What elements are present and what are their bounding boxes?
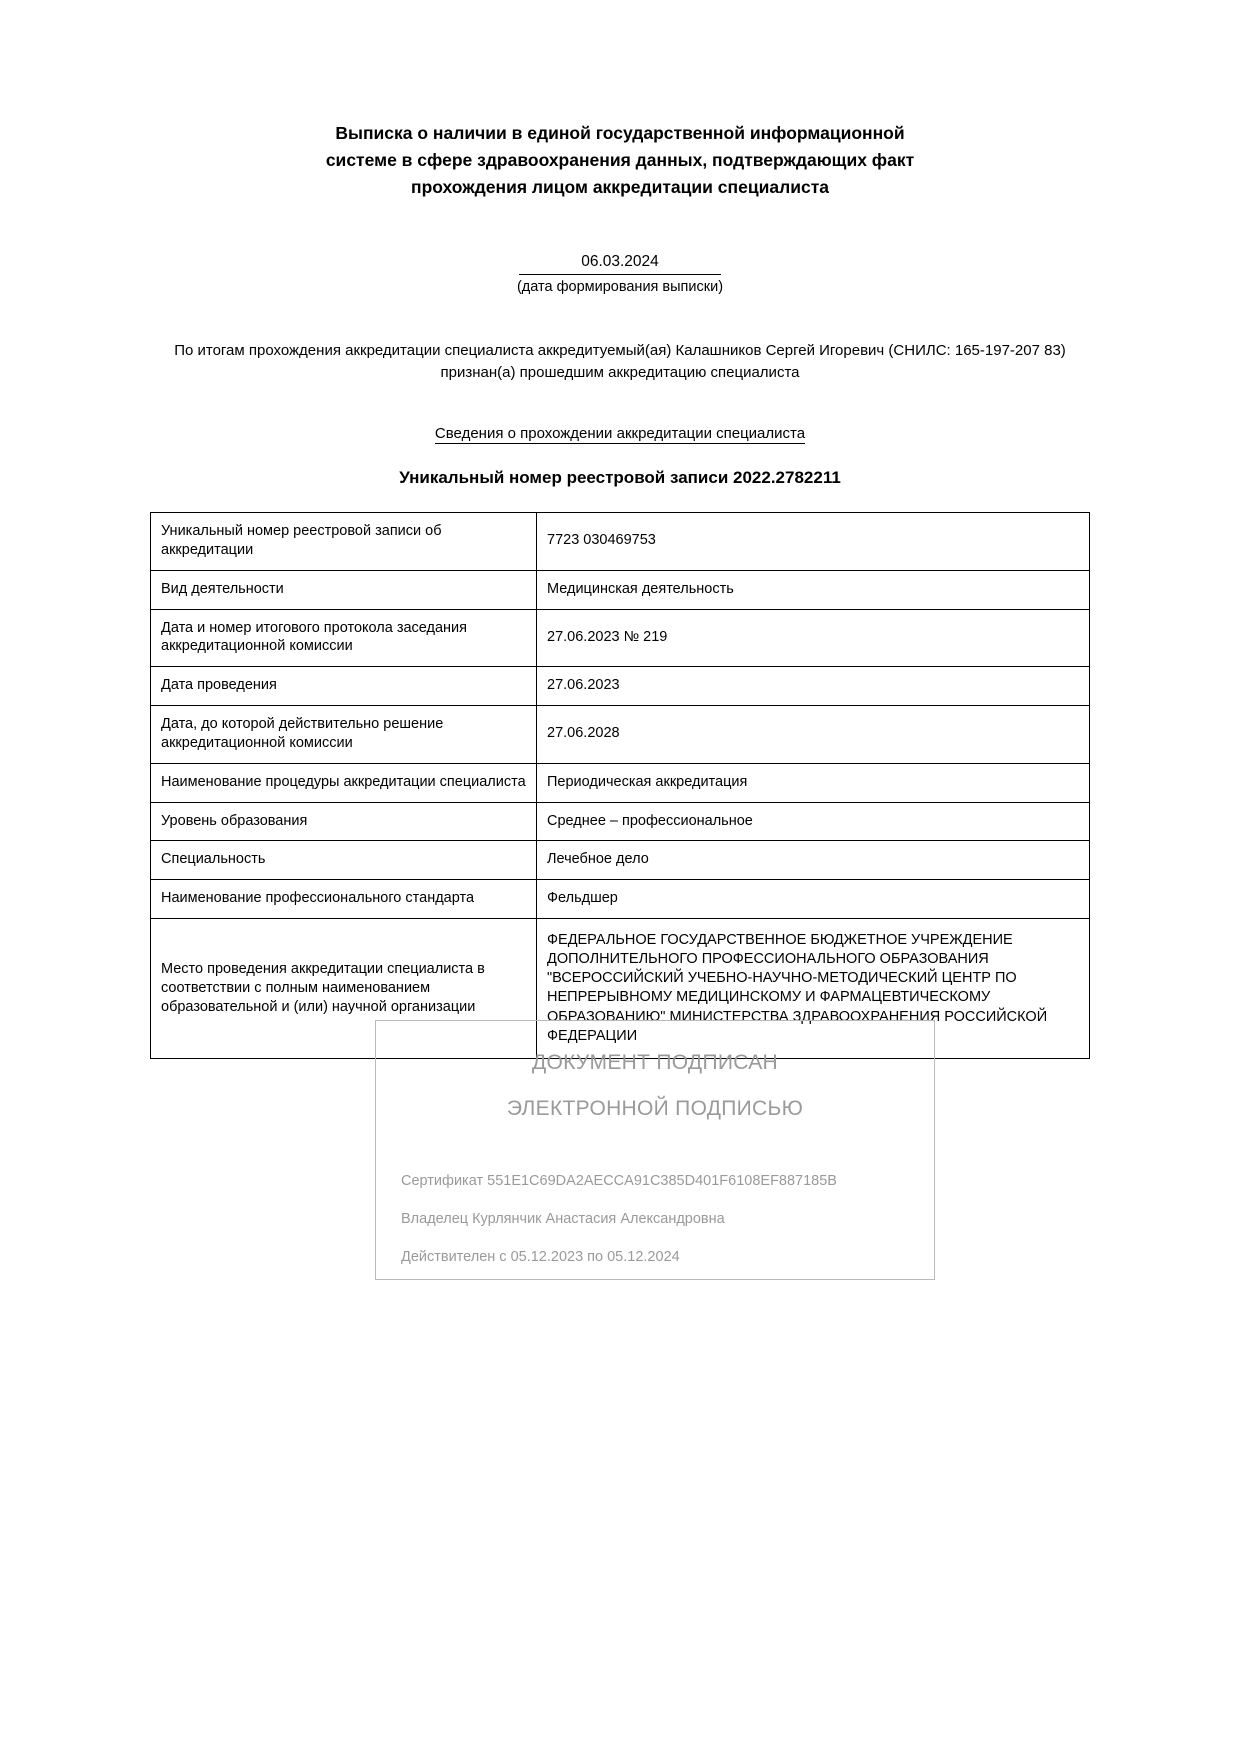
- row-label: Вид деятельности: [151, 570, 537, 609]
- section-heading-text: Сведения о прохождении аккредитации специалиста: [434, 424, 806, 442]
- row-label: Уникальный номер реестровой записи об аккредитации: [151, 512, 537, 570]
- row-value: Среднее – профессиональное: [537, 802, 1090, 841]
- row-value: ФЕДЕРАЛЬНОЕ ГОСУДАРСТВЕННОЕ БЮДЖЕТНОЕ УЧРЕЖДЕНИЕ ДОПОЛНИТЕЛЬНОГО ПРОФЕССИОНАЛЬНОГО ОБРАЗОВАНИЯ "ВСЕРОССИЙСКИЙ УЧЕБНО-НАУЧНО-МЕТОДИЧЕСКИЙ ЦЕНТР ПО НЕПРЕРЫВНОМУ МЕДИЦИНСКОМУ И ФАРМАЦЕВТИЧЕСКОМУ ОБРАЗОВАНИЮ" МИНИСТЕРСТВА ЗДРАВООХРАНЕНИЯ РОССИЙСКОЙ ФЕДЕРАЦИИ: [537, 919, 1090, 1059]
- table-row: [151, 512, 1090, 570]
- accreditation-info-table: [150, 512, 1090, 1059]
- intro-line-2: признан(а) прошедшим аккредитацию специалиста: [440, 364, 800, 382]
- row-label: Место проведения аккредитации специалиста в соответствии с полным наименованием образовательной и (или) научной организации: [151, 919, 537, 1059]
- signature-title-line-2: ЭЛЕКТРОННОЙ ПОДПИСЬЮ: [506, 1097, 804, 1120]
- row-value: 27.06.2023: [537, 667, 1090, 706]
- row-label: Дата проведения: [151, 667, 537, 706]
- row-value: Лечебное дело: [537, 841, 1090, 880]
- row-value: Периодическая аккредитация: [537, 763, 1090, 802]
- intro-line-1: По итогам прохождения аккредитации специалиста аккредитуемый(ая) Калашников Сергей Игоревич (СНИЛС: 165-197-207 83): [174, 341, 1066, 359]
- signature-title-line-1: ДОКУМЕНТ ПОДПИСАН: [531, 1051, 779, 1074]
- row-value: 7723 030469753: [537, 512, 1090, 570]
- table-row: [151, 763, 1090, 802]
- formation-date-value: 06.03.2024: [519, 253, 721, 275]
- row-label: Дата, до которой действительно решение аккредитационной комиссии: [151, 706, 537, 764]
- table-row: [151, 880, 1090, 919]
- table-row: [151, 802, 1090, 841]
- formation-date-block: [150, 253, 1090, 296]
- table-row: [151, 609, 1090, 667]
- row-value: Фельдшер: [537, 880, 1090, 919]
- signature-validity: Действителен с 05.12.2023 по 05.12.2024: [401, 1249, 680, 1265]
- table-row: [151, 570, 1090, 609]
- row-value: 27.06.2028: [537, 706, 1090, 764]
- table-row: [151, 841, 1090, 880]
- signature-owner: Владелец Курлянчик Анастасия Александровна: [401, 1211, 725, 1227]
- row-label: Наименование процедуры аккредитации специалиста: [151, 763, 537, 802]
- formation-date-line: [517, 253, 723, 295]
- row-label: Специальность: [151, 841, 537, 880]
- signature-certificate: Сертификат 551E1C69DA2AECCA91C385D401F6108EF887185B: [401, 1173, 837, 1189]
- formation-date-caption: (дата формирования выписки): [516, 278, 724, 295]
- page-title-line-2: системе в сфере здравоохранения данных, подтверждающих факт: [325, 150, 915, 171]
- section-heading: [150, 425, 1090, 442]
- page-title: [300, 120, 940, 201]
- electronic-signature-stamp: [375, 1020, 935, 1280]
- registry-record-number: Уникальный номер реестровой записи 2022.2782211: [399, 467, 841, 487]
- table-row: [151, 667, 1090, 706]
- table-row: [151, 706, 1090, 764]
- row-label: Наименование профессионального стандарта: [151, 880, 537, 919]
- row-label: Уровень образования: [151, 802, 537, 841]
- intro-paragraph: [150, 340, 1090, 385]
- page-title-line-3: прохождения лицом аккредитации специалиста: [411, 177, 829, 198]
- row-value: 27.06.2023 № 219: [537, 609, 1090, 667]
- page-title-line-1: Выписка о наличии в единой государственной информационной: [335, 123, 905, 143]
- row-label: Дата и номер итогового протокола заседания аккредитационной комиссии: [151, 609, 537, 667]
- row-value: Медицинская деятельность: [537, 570, 1090, 609]
